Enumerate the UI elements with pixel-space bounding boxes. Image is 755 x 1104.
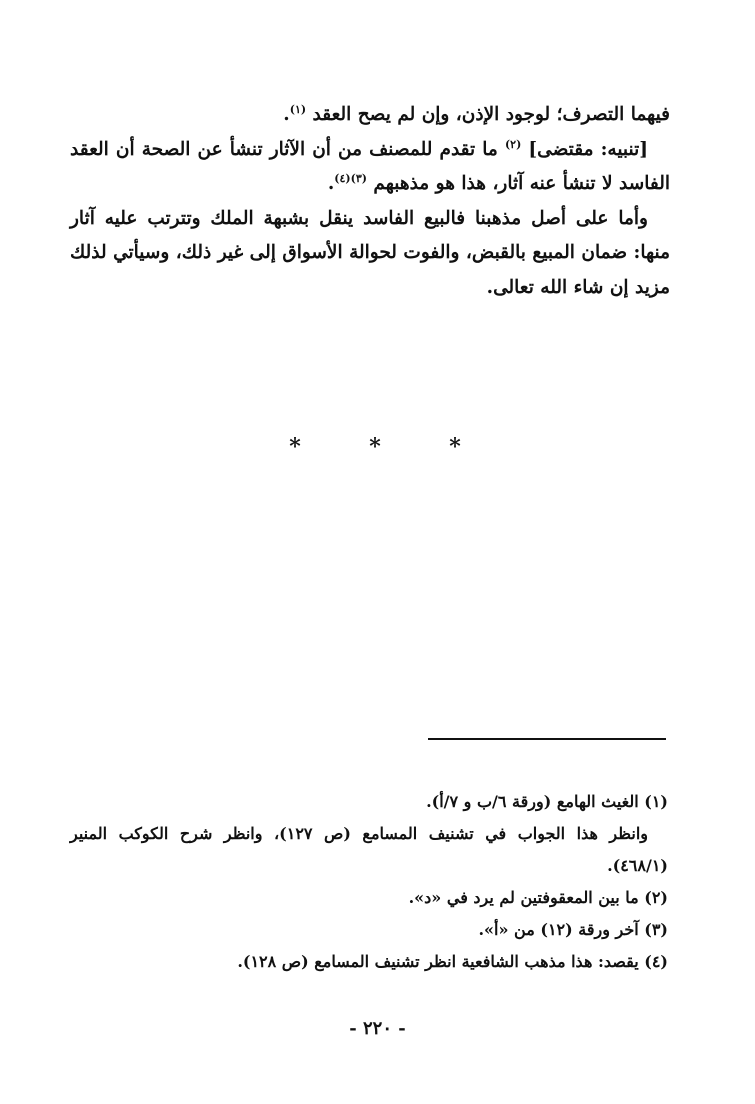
paragraph-1 [70, 98, 670, 133]
star-icon: * [289, 434, 301, 460]
paragraph-1-end: . [283, 104, 290, 125]
page-number: - ٢٢٠ - [349, 1018, 406, 1039]
footnote-ref-1: (١) [289, 102, 307, 116]
footnote-1: (١) الغيث الهامع (ورقة ٦/ب و ٧/أ). [426, 792, 668, 811]
footnote-1-continuation: وانظر هذا الجواب في تشنيف المسامع (ص ١٢٧)، وانظر شرح الكوكب المنير (٤٦٨/١). [70, 824, 668, 875]
paragraph-1-text: فيهما التصرف؛ لوجود الإذن، وإن لم يصح العقد [312, 104, 670, 125]
footnotes [70, 786, 668, 978]
star-icon: * [369, 434, 381, 460]
footnote-divider [428, 738, 666, 740]
footnote-2: (٢) ما بين المعقوفتين لم يرد في «د». [408, 888, 668, 907]
paragraph-2-bracket: [تنبيه: مقتضى] [528, 138, 648, 160]
section-separator-ornament [280, 434, 470, 460]
star-icon: * [449, 434, 461, 460]
paragraph-2-text: ما تقدم للمصنف من أن الآثار تنشأ عن الصحة أن العقد الفاسد لا تنشأ عنه آثار، هذا هو مذهبهم [70, 138, 670, 194]
main-body-text [70, 98, 670, 305]
footnote-3: (٣) آخر ورقة (١٢) من «أ». [478, 920, 668, 939]
paragraph-2-end: . [327, 173, 335, 194]
footnote-ref-2: (٢) [504, 137, 522, 151]
paragraph-3: وأما على أصل مذهبنا فالبيع الفاسد ينقل بشبهة الملك وتترتب عليه آثار منها: ضمان المبيع بالقبض، والفوت لحوالة الأسواق إلى غير ذلك، وسيأتي لذلك مزيد إن شاء الله تعالى. [70, 207, 670, 298]
paragraph-2 [70, 133, 670, 202]
footnote-4: (٤) يقصد: هذا مذهب الشافعية انظر تشنيف المسامع (ص ١٢٨). [237, 952, 668, 971]
footnote-ref-3-4: (٣)(٤) [334, 171, 367, 185]
